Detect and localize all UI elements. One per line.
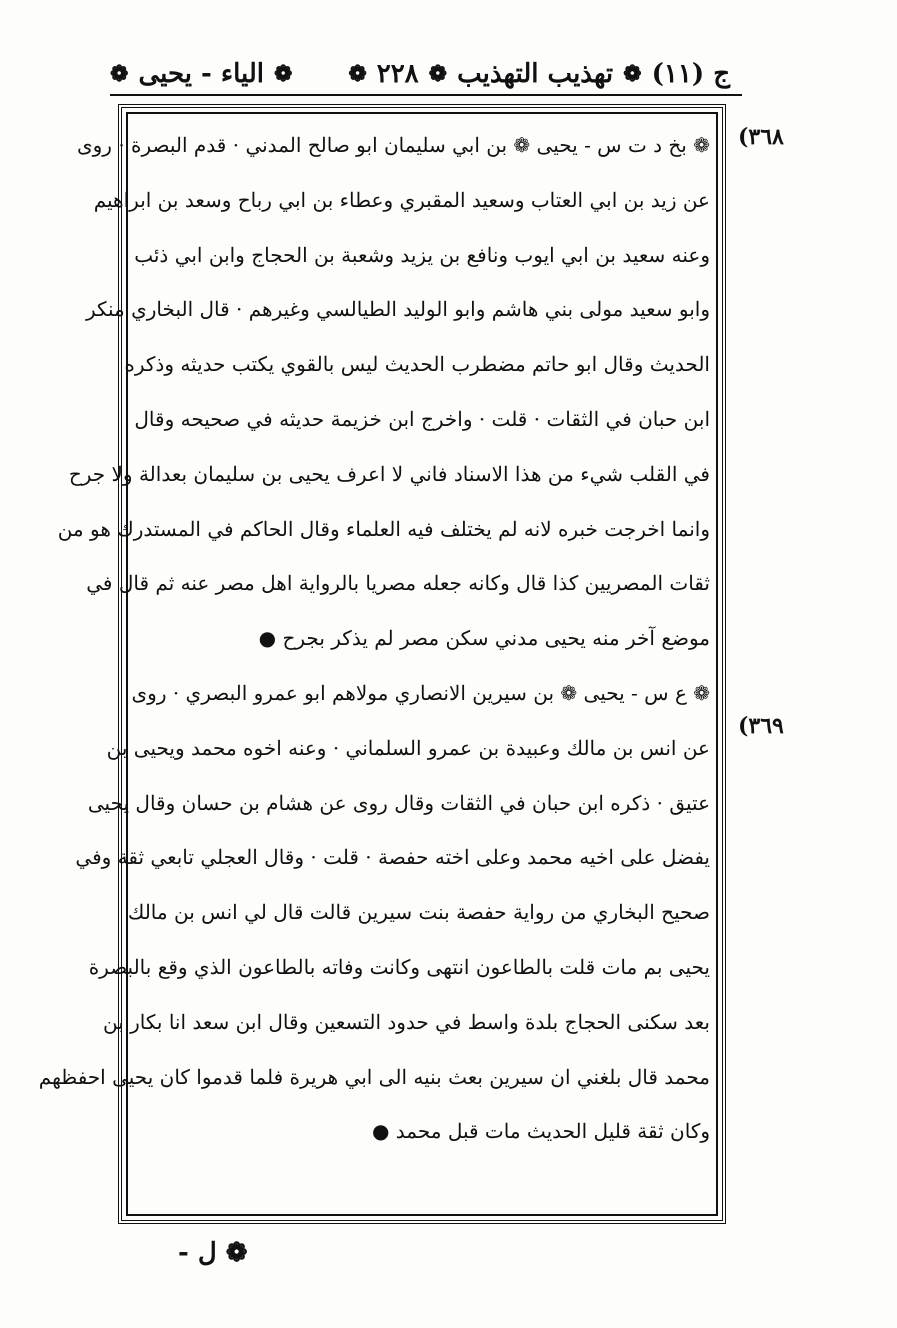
text-line: وانما اخرجت خبره لانه لم يختلف فيه العلماء وقال الحاكم في المستدرك هو من xyxy=(57,516,710,541)
text-line: يحيى بم مات قلت بالطاعون انتهى وكانت وفاته بالطاعون الذي وقع بالبصرة xyxy=(88,954,710,979)
header-rule xyxy=(110,94,742,96)
entry-number: (٣٦٩ xyxy=(738,713,784,739)
text-line: وعنه سعيد بن ابي ايوب ونافع بن يزيد وشعبة بن الحجاج وابن ابي ذئب xyxy=(134,242,710,267)
text-line: في القلب شيء من هذا الاسناد فاني لا اعرف يحيى بن سليمان بعدالة ولا جرح xyxy=(68,461,710,486)
ornament-icon: ❁ xyxy=(623,61,642,87)
text-line: وكان ثقة قليل الحديث مات قبل محمد ● xyxy=(371,1119,710,1144)
text-line: موضع آخر منه يحيى مدني سكن مصر لم يذكر بجرح ● xyxy=(258,626,710,651)
book-title: تهذيب التهذيب xyxy=(457,59,614,89)
text-line: الحديث وقال ابو حاتم مضطرب الحديث ليس بالقوي يكتب حديثه وذكره xyxy=(124,352,710,377)
text-line: عتيق · ذكره ابن حبان في الثقات وقال روى عن هشام بن حسان وقال يحيى xyxy=(87,790,710,815)
text-line: بعد سكنى الحجاج بلدة واسط في حدود التسعين وقال ابن سعد انا بكار بن xyxy=(102,1009,710,1034)
page-number: ٢٢٨ xyxy=(376,59,419,89)
text-line: ❁ بخ د ت س - يحيى ❁ بن ابي سليمان ابو صالح المدني · قدم البصرة · روى xyxy=(76,133,710,157)
text-body xyxy=(38,118,710,1159)
text-line: ثقات المصريين كذا قال وكانه جعله مصريا بالرواية اهل مصر عنه ثم قال في xyxy=(86,571,710,596)
entry-number: (٣٦٨ xyxy=(738,124,784,150)
text-line: ❁ ع س - يحيى ❁ بن سيرين الانصاري مولاهم ابو عمرو البصري · روى xyxy=(131,680,710,705)
text-line: محمد قال بلغني ان سيرين بعث بنيه الى ابي هريرة فلما قدموا كان يحيى احفظهم xyxy=(38,1064,710,1089)
text-line: عن انس بن مالك وعبيدة بن عمرو السلماني · وعنه اخوه محمد ويحيى بن xyxy=(106,735,710,760)
signature-mark: ❁ ل - xyxy=(178,1238,248,1268)
volume-label: ج (١١) xyxy=(651,59,730,89)
ornament-icon: ❁ xyxy=(348,61,367,87)
running-header xyxy=(110,52,730,96)
ornament-icon: ❁ xyxy=(274,61,293,87)
ornament-icon: ❁ xyxy=(110,61,129,87)
text-line: وابو سعيد مولى بني هاشم وابو الوليد الطيالسي وغيرهم · قال البخاري منكر xyxy=(85,297,710,322)
text-line: صحيح البخاري من رواية حفصة بنت سيرين قالت قال لي انس بن مالك xyxy=(127,900,710,925)
ornament-icon: ❁ xyxy=(428,61,448,87)
text-line: عن زيد بن ابي العتاب وسعيد المقبري وعطاء بن ابي رباح وسعد بن ابراهيم xyxy=(93,187,710,212)
section-title: الياء - يحيى xyxy=(138,59,265,89)
text-line: ابن حبان في الثقات · قلت · واخرج ابن خزيمة حديثه في صحيحه وقال xyxy=(134,406,710,431)
text-line: يفضل على اخيه محمد وعلى اخته حفصة · قلت · وقال العجلي تابعي ثقة وفي xyxy=(75,845,710,870)
